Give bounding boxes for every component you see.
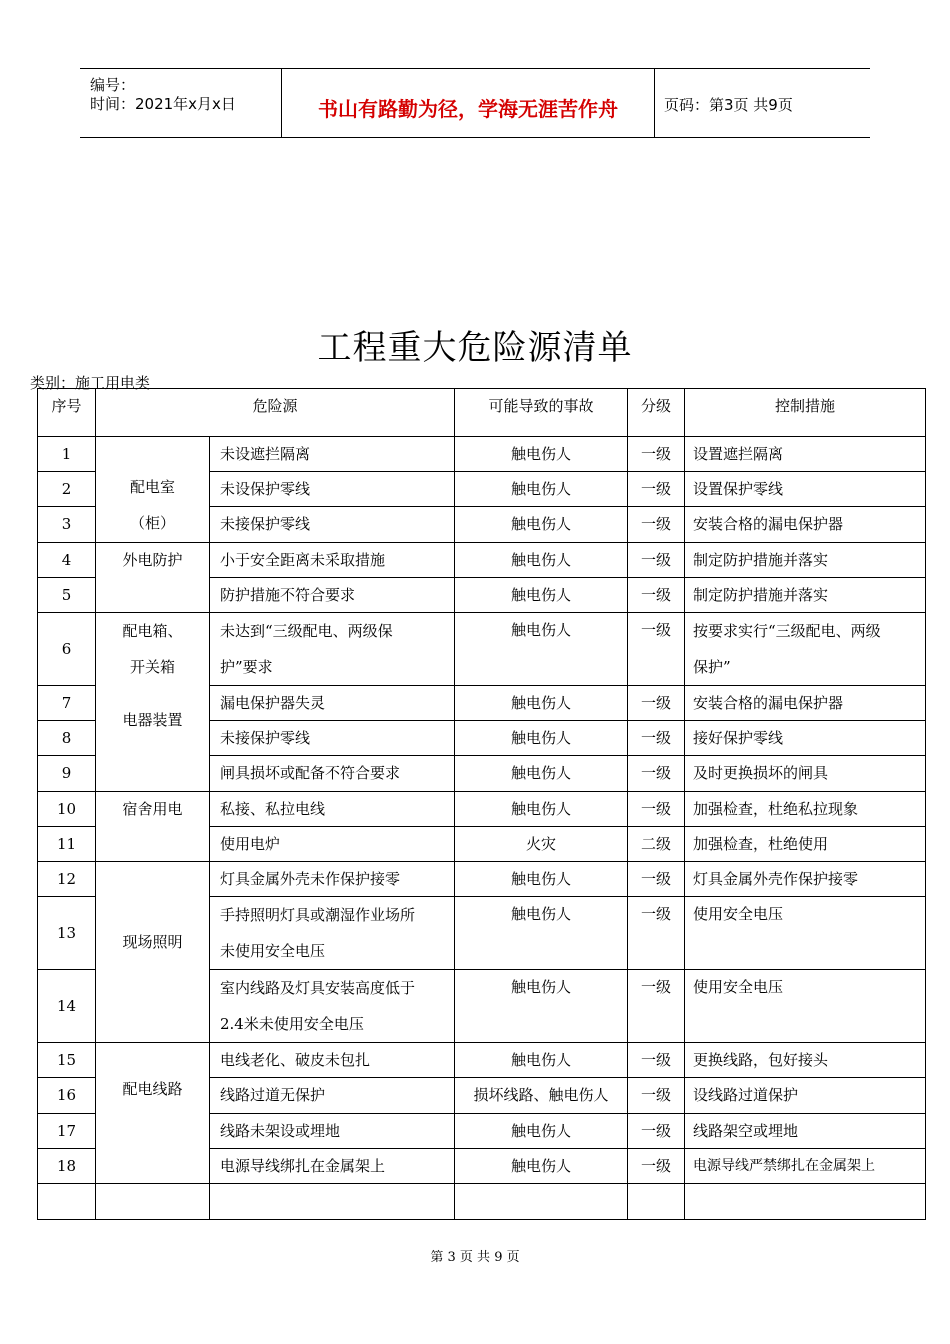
row-no: 2 xyxy=(38,472,96,507)
group-distribution-box: 配电箱、 开关箱 电器装置 xyxy=(96,613,210,792)
row-accident: 触电伤人 xyxy=(455,578,628,613)
row-no: 18 xyxy=(38,1149,96,1184)
row-accident: 触电伤人 xyxy=(455,721,628,756)
header-hazard: 危险源 xyxy=(96,389,455,437)
row-no: 8 xyxy=(38,721,96,756)
row-accident: 触电伤人 xyxy=(455,543,628,578)
doc-date-label: 时间：2021年x月x日 xyxy=(90,95,236,113)
empty-cell xyxy=(455,1184,628,1220)
row-hazard: 漏电保护器失灵 xyxy=(210,686,455,721)
row-measure: 加强检查，杜绝使用 xyxy=(685,827,926,862)
row-hazard: 电线老化、破皮未包扎 xyxy=(210,1043,455,1078)
row-hazard: 使用电炉 xyxy=(210,827,455,862)
row-level: 一级 xyxy=(628,578,685,613)
table-row xyxy=(38,613,926,686)
row-level: 一级 xyxy=(628,756,685,792)
row-no: 16 xyxy=(38,1078,96,1114)
row-level: 二级 xyxy=(628,827,685,862)
table-row xyxy=(38,792,926,827)
group-dormitory-power: 宿舍用电 xyxy=(96,792,210,862)
header-accident: 可能导致的事故 xyxy=(455,389,628,437)
row-accident: 触电伤人 xyxy=(455,862,628,897)
row-hazard: 防护措施不符合要求 xyxy=(210,578,455,613)
empty-cell xyxy=(685,1184,926,1220)
row-measure: 加强检查，杜绝私拉现象 xyxy=(685,792,926,827)
row-accident: 触电伤人 xyxy=(455,792,628,827)
row-accident: 触电伤人 xyxy=(455,472,628,507)
header-page-cell xyxy=(654,69,870,137)
header-motto-cell xyxy=(281,69,655,137)
row-hazard: 线路未架设或埋地 xyxy=(210,1114,455,1149)
row-measure: 更换线路，包好接头 xyxy=(685,1043,926,1078)
row-accident: 触电伤人 xyxy=(455,970,628,1043)
row-no: 1 xyxy=(38,437,96,472)
header-measure: 控制措施 xyxy=(685,389,926,437)
row-level: 一级 xyxy=(628,721,685,756)
row-measure: 设置遮拦隔离 xyxy=(685,437,926,472)
row-no: 15 xyxy=(38,1043,96,1078)
header-no: 序号 xyxy=(38,389,96,437)
row-accident: 触电伤人 xyxy=(455,1149,628,1184)
page-title: 工程重大危险源清单 xyxy=(317,328,633,368)
table-row xyxy=(38,437,926,472)
row-accident: 触电伤人 xyxy=(455,1114,628,1149)
row-hazard: 闸具损坏或配备不符合要求 xyxy=(210,756,455,792)
empty-cell xyxy=(628,1184,685,1220)
row-level: 一级 xyxy=(628,543,685,578)
row-level: 一级 xyxy=(628,613,685,686)
row-measure: 电源导线严禁绑扎在金属架上 xyxy=(685,1149,926,1184)
row-no: 10 xyxy=(38,792,96,827)
row-accident: 触电伤人 xyxy=(455,437,628,472)
row-level: 一级 xyxy=(628,507,685,543)
row-no: 7 xyxy=(38,686,96,721)
row-hazard: 未接保护零线 xyxy=(210,721,455,756)
table-header-row xyxy=(38,389,926,437)
row-measure: 安装合格的漏电保护器 xyxy=(685,686,926,721)
row-measure: 使用安全电压 xyxy=(685,970,926,1043)
row-level: 一级 xyxy=(628,897,685,970)
row-hazard: 未设保护零线 xyxy=(210,472,455,507)
row-accident: 触电伤人 xyxy=(455,897,628,970)
row-measure: 设置保护零线 xyxy=(685,472,926,507)
table-row xyxy=(38,1043,926,1078)
empty-cell xyxy=(210,1184,455,1220)
row-no: 14 xyxy=(38,970,96,1043)
row-accident: 触电伤人 xyxy=(455,613,628,686)
row-hazard: 线路过道无保护 xyxy=(210,1078,455,1114)
table-row xyxy=(38,862,926,897)
row-no: 13 xyxy=(38,897,96,970)
row-measure: 线路架空或埋地 xyxy=(685,1114,926,1149)
row-no: 9 xyxy=(38,756,96,792)
row-measure: 安装合格的漏电保护器 xyxy=(685,507,926,543)
row-hazard: 未设遮拦隔离 xyxy=(210,437,455,472)
row-hazard: 小于安全距离未采取措施 xyxy=(210,543,455,578)
row-measure: 按要求实行“三级配电、两级 保护” xyxy=(685,613,926,686)
row-accident: 触电伤人 xyxy=(455,507,628,543)
row-measure: 制定防护措施并落实 xyxy=(685,578,926,613)
row-measure: 设线路过道保护 xyxy=(685,1078,926,1114)
row-level: 一级 xyxy=(628,862,685,897)
group-external-power: 外电防护 xyxy=(96,543,210,613)
row-accident: 触电伤人 xyxy=(455,756,628,792)
empty-cell xyxy=(38,1184,96,1220)
category-label: 类别：施工用电类 xyxy=(30,374,151,392)
header-level: 分级 xyxy=(628,389,685,437)
row-no: 6 xyxy=(38,613,96,686)
row-accident: 触电伤人 xyxy=(455,1043,628,1078)
group-distribution-lines: 配电线路 xyxy=(96,1043,210,1184)
row-measure: 灯具金属外壳作保护接零 xyxy=(685,862,926,897)
document-header xyxy=(80,68,870,138)
row-hazard: 未接保护零线 xyxy=(210,507,455,543)
row-level: 一级 xyxy=(628,970,685,1043)
row-accident: 损坏线路、触电伤人 xyxy=(455,1078,628,1114)
row-accident: 火灾 xyxy=(455,827,628,862)
row-accident: 触电伤人 xyxy=(455,686,628,721)
row-level: 一级 xyxy=(628,437,685,472)
row-hazard: 电源导线绑扎在金属架上 xyxy=(210,1149,455,1184)
header-meta-cell xyxy=(80,69,281,137)
group-site-lighting: 现场照明 xyxy=(96,862,210,1043)
table-row-empty xyxy=(38,1184,926,1220)
doc-code-label: 编号： xyxy=(90,76,136,94)
page-footer: 第 3 页 共 9 页 xyxy=(430,1250,520,1265)
empty-cell xyxy=(96,1184,210,1220)
row-measure: 及时更换损坏的闸具 xyxy=(685,756,926,792)
row-level: 一级 xyxy=(628,1149,685,1184)
row-level: 一级 xyxy=(628,1114,685,1149)
table-row xyxy=(38,543,926,578)
group-distribution-room: 配电室 （柜） xyxy=(96,437,210,543)
row-level: 一级 xyxy=(628,792,685,827)
row-no: 12 xyxy=(38,862,96,897)
header-page-info: 页码：第3页 共9页 xyxy=(664,96,793,114)
row-measure: 使用安全电压 xyxy=(685,897,926,970)
row-level: 一级 xyxy=(628,686,685,721)
row-measure: 制定防护措施并落实 xyxy=(685,543,926,578)
row-hazard: 灯具金属外壳未作保护接零 xyxy=(210,862,455,897)
row-no: 11 xyxy=(38,827,96,862)
row-hazard: 私接、私拉电线 xyxy=(210,792,455,827)
row-level: 一级 xyxy=(628,1043,685,1078)
row-hazard: 未达到“三级配电、两级保 护”要求 xyxy=(210,613,455,686)
row-hazard: 室内线路及灯具安装高度低于 2.4米未使用安全电压 xyxy=(210,970,455,1043)
header-motto: 书山有路勤为径，学海无涯苦作舟 xyxy=(318,97,618,121)
row-no: 3 xyxy=(38,507,96,543)
row-level: 一级 xyxy=(628,1078,685,1114)
row-no: 5 xyxy=(38,578,96,613)
row-measure: 接好保护零线 xyxy=(685,721,926,756)
row-level: 一级 xyxy=(628,472,685,507)
row-no: 17 xyxy=(38,1114,96,1149)
row-no: 4 xyxy=(38,543,96,578)
row-hazard: 手持照明灯具或潮湿作业场所 未使用安全电压 xyxy=(210,897,455,970)
hazard-table xyxy=(37,388,926,1220)
